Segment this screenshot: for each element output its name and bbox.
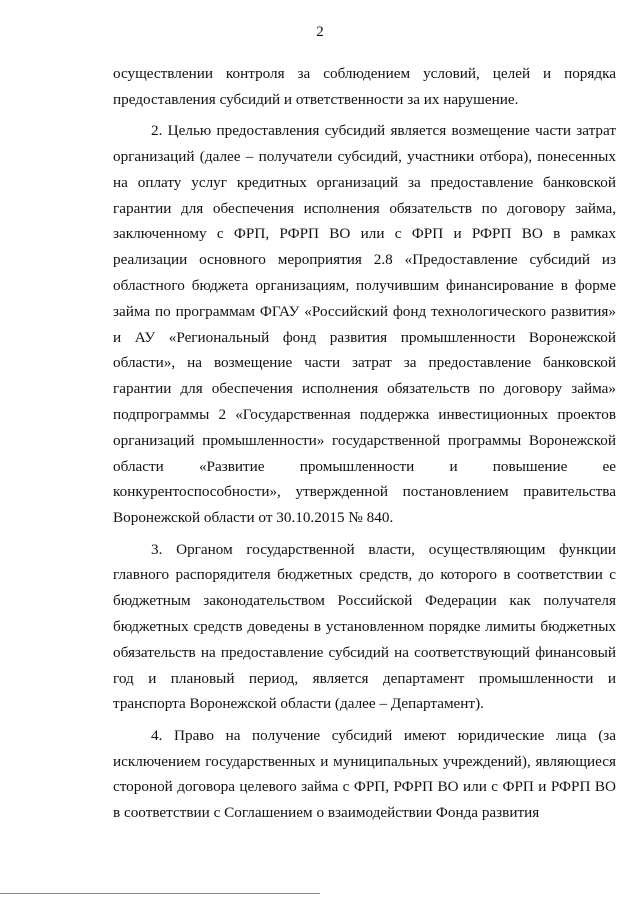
paragraph-continuation: осуществлении контроля за соблюдением условий, целей и порядка предоставления субсидий и ответственности за их нарушение. [113,65,616,108]
page-number: 2 [316,24,324,40]
paragraph-3: 3. Органом государственной власти, осуществляющим функции главного распорядителя бюджетных средств, до которого в соответствии с бюджетным законодательством Российской Федерации как получателя бюджетных средств доведены в установленном порядке лимиты бюджетных обязательств на предоставление субсидий на соответствующий финансовый год и плановый период, является департамент промышленности и транспорта Воронежской области (далее – Департамент). [113,540,616,713]
bottom-rule [0,893,320,894]
paragraph-2: 2. Целью предоставления субсидий является возмещение части затрат организаций (далее – получатели субсидий, участники отбора), понесенных на оплату услуг кредитных организаций за предоставление банковской гарантии для обеспечения исполнения обязательств по договору займа, заключенному с ФРП, РФРП ВО или с ФРП и РФРП ВО в рамках реализации основного мероприятия 2.8 «Предоставление субсидий из областного бюджета организациям, получившим финансирование в форме займа по программам ФГАУ «Российский фонд технологического развития» и АУ «Региональный фонд развития промышленности Воронежской области», на возмещение части затрат за предоставление банковской гарантии для обеспечения исполнения обязательств по договору займа» подпрограммы 2 «Государственная поддержка инвестиционных проектов организаций промышленности» государственной программы Воронежской области «Развитие промышленности и повышение ее конкурентоспособности», утвержденной постановлением правительства Воронежской области от 30.10.2015 № 840. [113,122,616,527]
paragraph-4: 4. Право на получение субсидий имеют юридические лица (за исключением государственных и муниципальных учреждений), являющиеся стороной договора целевого займа с ФРП, РФРП ВО или с ФРП и РФРП ВО в соответствии с Соглашением о взаимодействии Фонда развития [113,726,616,822]
document-body [113,61,616,826]
